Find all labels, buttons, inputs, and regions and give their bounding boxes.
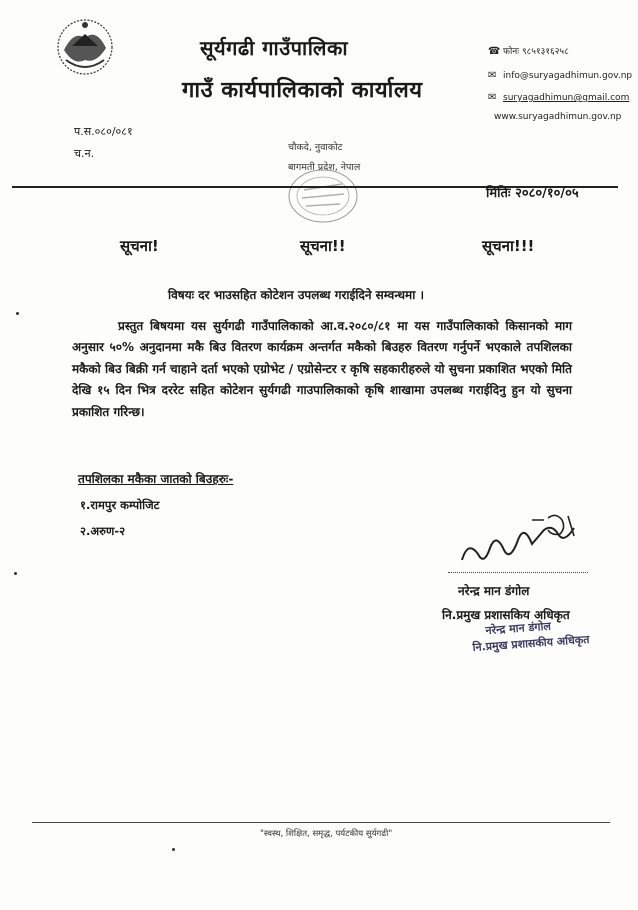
contact-email-gmail: ✉ suryagadhimun@gmail.com [488,92,630,103]
stamp-name: नरेन्द्र मान डंगोल [485,619,552,638]
contact-phone: ☎ फोनः ९८५१३१६२५८ [488,46,569,57]
notice-heading-1: सूचना! [120,237,159,255]
municipality-name: सूर्यगढी गाउँपालिका [200,36,349,60]
scan-speck [172,848,175,851]
signature-icon [448,510,588,580]
list-item: २.अरुण-२ [80,524,126,538]
signature-stamp [471,616,590,656]
notice-body: प्रस्तुत बिषयमा यस सुर्यगढी गाउँपालिकाको आ.व.२०८०/८१ मा यस गाउँपालिकाको किसानको माग अनुसार ५०% अनुदानमा मकै बिउ वितरण कार्यक्रम अन्तर्गत मकैको बिउहरु वितरण गर्नुपर्ने भएकाले तपशिलका मकैको बिउ बिक्री गर्न चाहाने दर्ता भएको एग्रोभेट / एग्रोसेन्टर र कृषि सहकारीहरुले यो सुचना प्रकाशित भएको मिति देखि १५ दिन भित्र दररेट सहित कोटेशन सुर्यगढी गाउपालिकाको कृषि शाखामा उपलब्ध गराईदिनु हुन यो सुचना प्रकाशित गरिन्छ। [72,319,572,419]
letter-date: मितिः २०८०/१०/०५ [486,186,579,201]
scan-speck [16,312,19,315]
scan-speck [14,572,17,575]
stamp-title: नि.प्रमुख प्रशासकीय अधिकृत [472,632,590,655]
footer-divider [32,822,610,823]
email-icon: ✉ [488,70,497,81]
address-line1: चौकदे, नुवाकोट [288,142,343,153]
signature-line [448,572,588,573]
email-icon: ✉ [488,92,497,103]
signer-name: नरेन्द्र मान डंगोल [458,584,530,598]
signer-title: नि.प्रमुख प्रशासकिय अधिकृत [442,608,570,622]
list-heading: तपशिलका मकैका जातको बिउहरुः- [78,472,234,486]
reference-number: प.स.०८०/०८१ [74,125,133,138]
address-line2: बागमती प्रदेश, नेपाल [288,162,361,173]
notice-heading-3: सूचना!!! [482,237,535,255]
office-stamp-icon [282,166,364,226]
list-item: १.रामपुर कम्पोजिट [80,498,160,512]
phone-icon: ☎ [488,46,501,57]
dispatch-number: च.न. [74,147,95,160]
footer-motto: "स्वस्थ, शिक्षित, समृद्ध, पर्यटकीय सुर्यगढी" [260,829,393,839]
nepal-emblem-icon [52,16,118,78]
contact-website: www.suryagadhimun.gov.np [494,112,622,122]
subject-line: विषयः दर भाउसहित कोटेशन उपलब्ध गराईदिने सम्वन्धमा । [168,288,425,302]
office-name: गाउँ कार्यपालिकाको कार्यालय [182,78,423,103]
notice-heading-2: सूचना!! [300,237,346,255]
contact-email-info: ✉ info@suryagadhimun.gov.np [488,70,633,81]
